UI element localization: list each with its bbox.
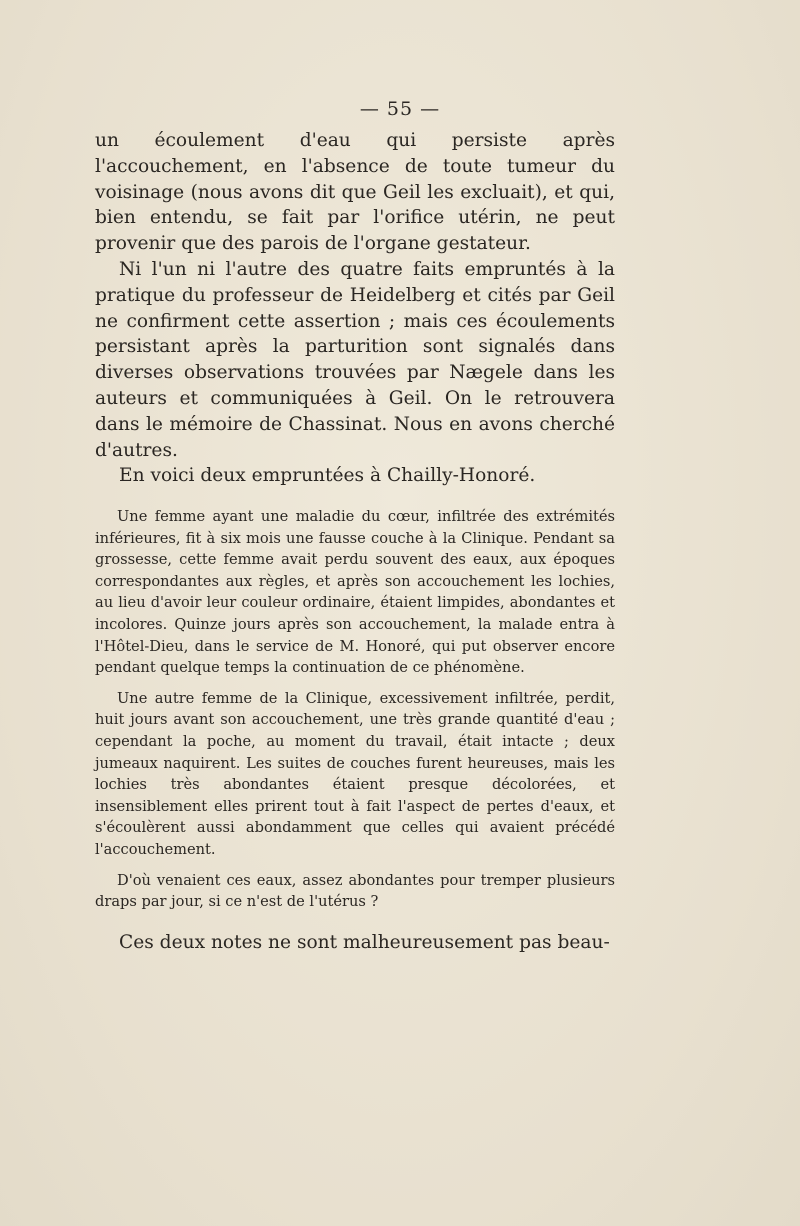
paragraph-intro-examples: En voici deux empruntées à Chailly-Honoré. xyxy=(119,465,536,487)
page-number: — 55 — xyxy=(359,98,441,120)
observation-question: D'où venaient ces eaux, assez abondantes pour tremper plusieurs draps par jour, si ce n'est de l'utérus ? xyxy=(95,871,615,911)
observation-two: Une autre femme de la Clinique, excessivement infiltrée, perdit, huit jours avant son accouchement, une très grande quantité d'eau ; cependant la poche, au moment du travail, était intacte ; deux jumeaux naquirent. Les suites de couches furent heureuses, mais les lochies très abondantes étaient presque décolorées, et insensiblement elles prirent tout à fait l'aspect de pertes d'eaux, et s'écoulèrent aussi abondamment que celles qui avaient précédé l'accouchement. xyxy=(95,689,615,858)
closing-text-block xyxy=(95,930,615,956)
paragraph-continued: un écoulement d'eau qui persiste après l'accouchement, en l'absence de toute tumeur du voisinage (nous avons dit que Geil les excluait), et qui, bien entendu, se fait par l'orifice utérin, ne peut provenir que des parois de l'organe gestateur. xyxy=(95,130,615,255)
quoted-observations xyxy=(95,506,615,922)
paragraph-closing: Ces deux notes ne sont malheureusement pas beau- xyxy=(119,932,610,953)
paragraph-geil-assertion: Ni l'un ni l'autre des quatre faits empruntés à la pratique du professeur de Heidelberg et cités par Geil ne confirment cette assertion ; mais ces écoulements persistant après la parturition sont signalés dans diverses observations trouvées par Nægele dans les auteurs et communiquées à Geil. On le retrouvera dans le mémoire de Chassinat. Nous en avons cherché d'autres. xyxy=(95,258,615,461)
observation-one: Une femme ayant une maladie du cœur, infiltrée des extrémités inférieures, fit à six mois une fausse couche à la Clinique. Pendant sa grossesse, cette femme avait perdu souvent des eaux, aux époques correspondantes aux règles, et après son accouchement les lochies, au lieu d'avoir leur couleur ordinaire, étaient limpides, abondantes et incolores. Quinze jours après son accouchement, la malade entra à l'Hôtel-Dieu, dans le service de M. Honoré, qui put observer encore pendant quelque temps la continuation de ce phénomène. xyxy=(95,508,615,677)
main-text-block xyxy=(95,128,615,489)
